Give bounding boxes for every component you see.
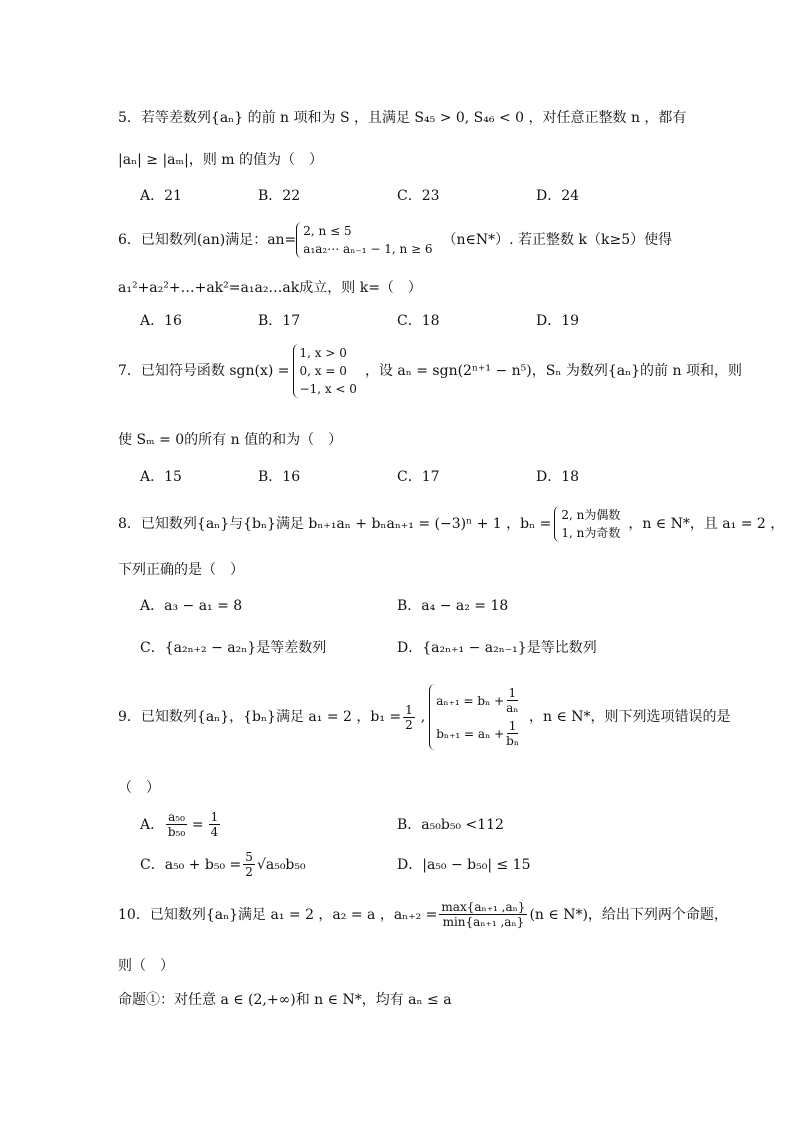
q10-den: min{aₙ₊₁ ,aₙ}	[442, 915, 525, 929]
q9-option-a-rden: 4	[210, 825, 219, 839]
q9-option-a-eq: =	[191, 816, 204, 833]
q9-option-b[interactable]: B．a₅₀b₅₀ <112	[397, 817, 504, 833]
q10-num: max{aₙ₊₁ ,aₙ}	[441, 900, 526, 914]
q9-prefix: 9．已知数列{aₙ}，{bₙ}满足 a₁ = 2 ，b₁ =	[118, 709, 402, 725]
q9-option-a-rhs	[209, 810, 221, 839]
q6-option-b[interactable]: B．17	[258, 313, 301, 329]
q9-stem-cont: （ ）	[118, 780, 160, 796]
q9-option-c-den: 2	[245, 865, 253, 879]
q8-piecewise	[554, 506, 624, 542]
q10-suffix: (n ∈ N*)，给出下列两个命题，	[529, 906, 728, 923]
q10-stem-cont: 则（ ）	[118, 958, 174, 974]
q9-option-c-radical: √a₅₀b₅₀	[256, 856, 306, 873]
q9-case-2-fraction	[506, 719, 519, 748]
q5-option-b[interactable]: B．22	[258, 188, 301, 204]
q10-fraction	[439, 900, 527, 929]
q9-option-a[interactable]	[140, 810, 222, 839]
q5-stem: 5．若等差数列{aₙ} 的前 n 项和为 S ，且满足 S₄₅ > 0, S₄₆ < 0 ，对任意正整数 n ，都有	[118, 110, 687, 126]
q6-suffix: （n∈N*）. 若正整数 k（k≥5）使得	[442, 232, 673, 248]
q9-case-1-lhs: aₙ₊₁ = bₙ +	[436, 693, 505, 708]
q7-option-d[interactable]: D．18	[536, 469, 580, 485]
q8-case-2: 1, n为奇数	[561, 526, 621, 540]
q7-stem-cont: 使 Sₘ = 0的所有 n 值的和为（ ）	[118, 432, 343, 448]
q9-b1-den: 2	[405, 717, 413, 732]
q8-case-1: 2, n为偶数	[561, 508, 621, 522]
q6-stem	[118, 222, 672, 258]
q9-option-c[interactable]	[140, 850, 306, 879]
q9-case-2-num: 1	[508, 719, 517, 733]
q6-prefix: 6．已知数列(an)满足：an=	[118, 232, 297, 248]
q6-option-a[interactable]: A．16	[140, 313, 182, 329]
q8-option-c[interactable]: C．{a₂ₙ₊₂ − a₂ₙ}是等差数列	[140, 640, 327, 656]
q6-case-1: 2, n ≤ 5	[303, 224, 352, 238]
q7-stem	[118, 344, 742, 398]
q10-prefix: 10．已知数列{aₙ}满足 a₁ = 2 ，a₂ = a ，aₙ₊₂ =	[118, 906, 438, 923]
q10-proposition-1: 命题①：对任意 a ∈ (2,+∞)和 n ∈ N*，均有 aₙ ≤ a	[118, 992, 452, 1008]
q9-option-c-lhs: a₅₀ + b₅₀ =	[164, 856, 242, 873]
q9-b1-fraction	[403, 703, 415, 732]
q7-case-1: 1, x > 0	[299, 346, 347, 360]
q9-option-a-num: a₅₀	[168, 810, 185, 824]
q7-prefix: 7．已知符号函数 sgn(x) =	[118, 363, 290, 379]
q9-option-a-label: A．	[140, 816, 165, 833]
q8-stem	[118, 506, 784, 542]
q8-stem-cont: 下列正确的是（ ）	[118, 562, 244, 578]
q6-piecewise	[296, 222, 436, 258]
q10-stem	[118, 900, 728, 929]
q7-case-3: −1, x < 0	[299, 382, 357, 396]
q6-case-2: a₁a₂⋯ aₙ₋₁ − 1, n ≥ 6	[303, 242, 433, 256]
q9-option-c-num: 5	[245, 850, 253, 864]
q6-stem-cont: a₁²+a₂²+…+ak²=a₁a₂…ak成立，则 k=（ ）	[118, 280, 422, 296]
q8-option-a[interactable]: A．a₃ − a₁ = 8	[140, 598, 243, 614]
q7-case-2: 0, x = 0	[299, 364, 347, 378]
q7-suffix: ，设 aₙ = sgn(2ⁿ⁺¹ − n⁵)，Sₙ 为数列{aₙ}的前 n 项和，则	[364, 363, 742, 379]
q9-case-1-num: 1	[508, 686, 517, 700]
q7-option-c[interactable]: C．17	[397, 469, 440, 485]
q9-option-d[interactable]: D．|a₅₀ − b₅₀| ≤ 15	[397, 857, 531, 873]
q7-piecewise	[293, 344, 361, 398]
q8-suffix: ，n ∈ N*，且 a₁ = 2 ，	[628, 516, 785, 532]
q9-case-1-fraction	[506, 686, 518, 715]
q5-option-c[interactable]: C．23	[397, 188, 440, 204]
q7-option-a[interactable]: A．15	[140, 469, 182, 485]
q6-option-c[interactable]: C．18	[397, 313, 440, 329]
q9-case-1-den: aₙ	[506, 701, 519, 715]
q9-stem: 9．已知数列{aₙ}，{bₙ}满足 a₁ = 2 ，b₁ = $\frac{1}{2}$ , aₙ₊₁ = bₙ + $\frac{1}{\text{aₙ}}$ bₙ₊₁ = aₙ + $\frac{1}{\text{bₙ}}$ ，n ∈ N*，则下列选项错误的是	[118, 686, 731, 748]
q6-option-d[interactable]: D．19	[536, 313, 580, 329]
q5-option-d[interactable]: D．24	[536, 188, 580, 204]
q5-stem-cont: |aₙ| ≥ |aₘ|，则 m 的值为（ ）	[118, 152, 324, 168]
q7-option-b[interactable]: B．16	[258, 469, 301, 485]
q9-system	[429, 684, 525, 750]
q5-option-a[interactable]: A．21	[140, 188, 182, 204]
q9-b1-num: 1	[405, 702, 413, 717]
q8-option-b[interactable]: B．a₄ − a₂ = 18	[397, 598, 509, 614]
q9-option-a-den: b₅₀	[167, 825, 186, 839]
q9-option-a-rnum: 1	[210, 810, 219, 824]
q9-option-c-label: C．	[140, 856, 165, 873]
q9-option-a-fraction	[166, 810, 187, 839]
q9-case-2-den: bₙ	[506, 734, 520, 748]
q8-prefix: 8．已知数列{aₙ}与{bₙ}满足 bₙ₊₁aₙ + bₙaₙ₊₁ = (−3)ⁿ + 1 ，bₙ =	[118, 516, 552, 532]
q9-case-2-lhs: bₙ₊₁ = aₙ +	[436, 726, 505, 741]
q9-suffix: ，n ∈ N*，则下列选项错误的是	[529, 709, 731, 725]
q9-option-c-fraction	[243, 850, 255, 879]
q8-option-d[interactable]: D．{a₂ₙ₊₁ − a₂ₙ₋₁}是等比数列	[397, 640, 597, 656]
